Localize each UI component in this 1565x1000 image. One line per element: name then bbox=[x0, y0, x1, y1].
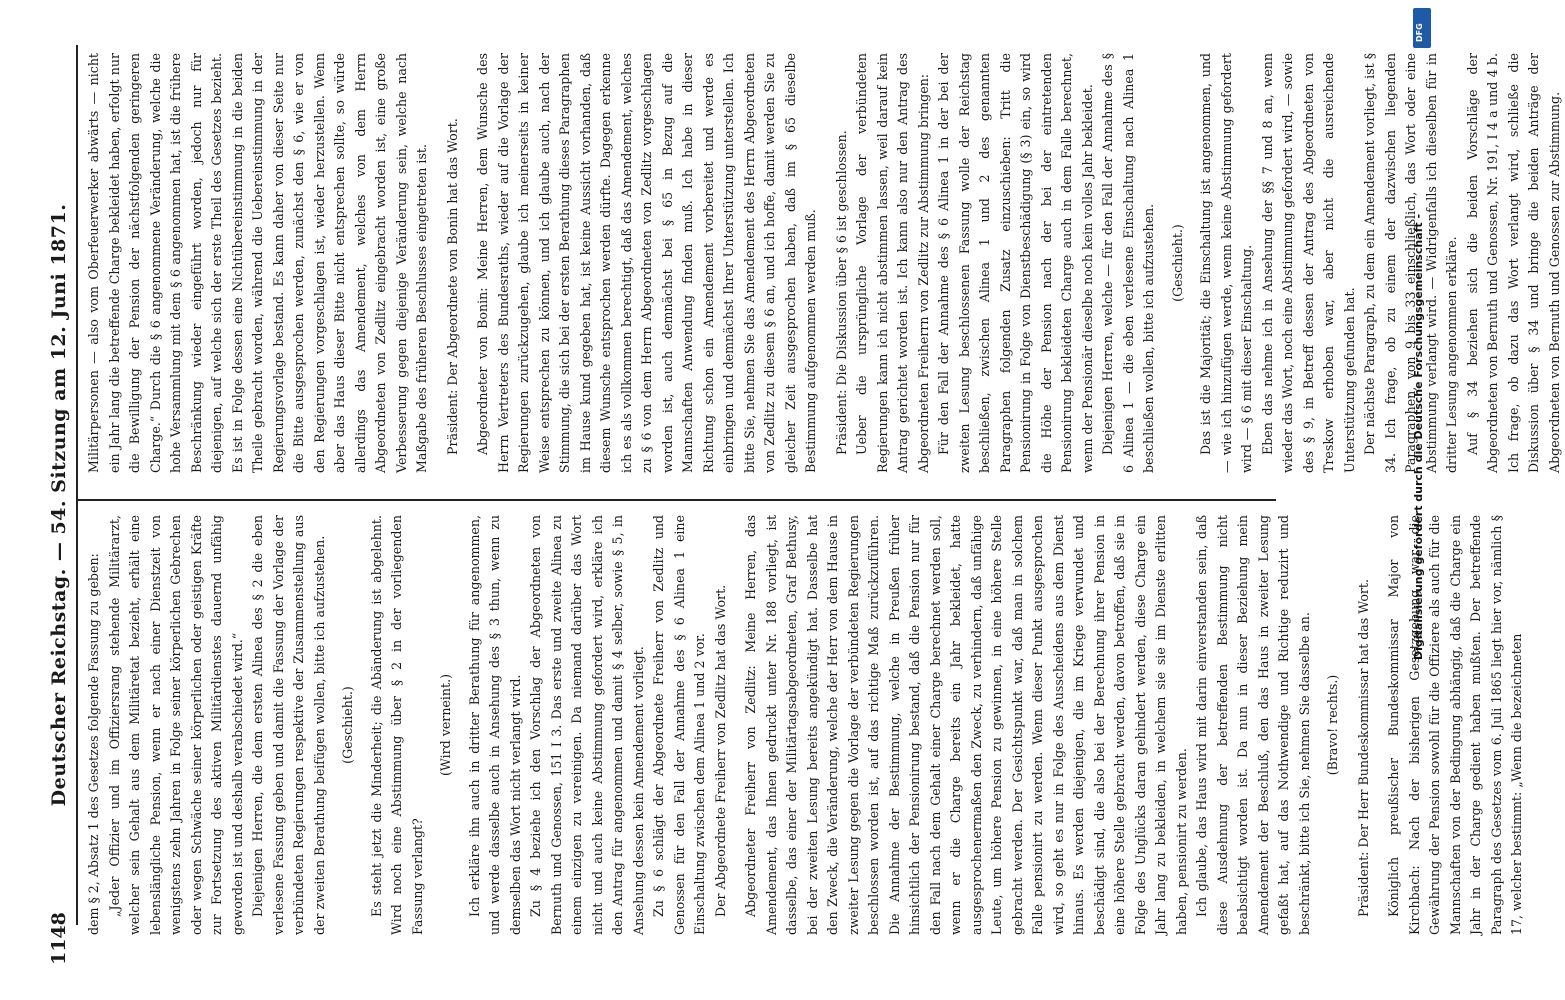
page-header bbox=[48, 45, 74, 965]
speaker-line: Präsident: Die Diskussion über § 6 ist geschlossen. bbox=[833, 130, 849, 455]
paragraph: Zu § 4 beziehe ich den Vorschlag der Abgeordneten von Bernuth und Genossen, 151 I 3. Das erste und zweite Alinea zu einem einzigen zu vereinigen. Da niemand darüber das Wort nicht und auch keine Abstimmung gefordert wird, erkläre ich den Antrag für angenommen und damit § 4 selber, sowie § 5, in Ansehung dessen kein Amendement vorliegt. bbox=[528, 515, 646, 935]
speaker-line: Präsident: Der Abgeordnete von Bonin hat das Wort. bbox=[444, 118, 460, 455]
paragraph: „Jeder Offizier und im Offiziersrang stehende Militärarzt, welcher sein Gehalt aus dem Militäretat bezieht, erhält eine lebenslängliche Pension, wenn er nach einer Dienstzeit von wenigstens zehn Jahren in Folge seiner körperlichen Gebrechen oder wegen Schwäche seiner körperlichen oder geistigen Kräfte zur Fortsetzung des aktiven Militärdienstes dauernd unfähig geworden ist und deshalb verabschiedet wird.“ bbox=[106, 515, 245, 935]
stage-direction: (Bravo! rechts.) bbox=[1325, 674, 1340, 776]
left-column bbox=[84, 515, 1524, 935]
paragraph: Es steht jetzt die Minderheit; die Abänderung ist abgelehnt. Wird noch eine Abstimmung über § 2 in der vorliegenden Fassung verlangt? bbox=[368, 515, 425, 935]
speech: Abgeordneter von Bonin: Meine Herren, dem Wunsche des Herrn Vertreters des Bundesraths, wieder auf die Vorlage der Regierungen zurückzugehen, glaube ich meinerseits in keiner Weise entsprechen zu können, und ich glaube auch, nach der Stimmung, die sich bei der ersten Berathung dieses Paragraphen im Hause kund gegeben hat, ist keine Aussicht vorhanden, daß diesem Wunsche entsprochen werden dürfte. Dagegen erkenne ich es als vollkommen berechtigt, daß das Amendement, welches zu § 6 von dem Herrn Abgeordneten von Zedlitz vorgeschlagen worden ist, auch demnächst bei § 65 in Bezug auf die Mannschaften Anwendung finden muß. Ich habe in dieser Richtung schon ein Amendement vorbereitet und werde es einbringen und demnächst Ihrer Unterstützung unterstellen. Ich bitte Sie, nehmen Sie das Amendement des Herrn Abgeordneten von Zedlitz zu diesem § 6 an, und ich hoffe, damit werden Sie zu gleicher Zeit ausgesprochen haben, daß im § 65 dieselbe Bestimmung aufgenommen werden muß. bbox=[475, 53, 818, 473]
stage-direction: (Geschieht.) bbox=[1169, 224, 1185, 302]
paragraph: Ueber die ursprüngliche Vorlage der verbündeten Regierungen kann ich nicht abstimmen lassen, weil darauf kein Antrag gerichtet worden ist. Ich kann also nur den Antrag des Abgeordneten Freiherrn von Zedlitz zur Abstimmung bringen: bbox=[854, 53, 931, 473]
paragraph: Auf § 34 beziehen sich die beiden Vorschläge der Abgeordneten von Bernuth und Genossen, Nr. 191, I 4 a und 4 b. Ich frage, ob dazu das Wort verlangt wird, schließe die Diskussion über § 34 und bringe die beiden Anträge der Abgeordneten von Bernuth und Genossen zur Abstimmung. bbox=[1464, 53, 1562, 473]
paragraph: Der Abgeordnete Freiherr von Zedlitz hat das Wort. bbox=[712, 584, 728, 917]
stage-direction: (Wird verneint.) bbox=[438, 673, 453, 777]
paragraph: dem § 2, Absatz 1 des Gesetzes folgende Fassung zu geben: bbox=[86, 553, 101, 935]
funding-note: Digitalisierung gefördert durch die Deutsche Forschungsgemeinschaft - bbox=[1412, 213, 1425, 660]
dfg-logo bbox=[1413, 8, 1431, 48]
paragraph: Der nächste Paragraph, zu dem ein Amendement vorliegt, ist § 34. Ich frage, ob zu einem der dazwischen liegenden Paragraphen, von 9 bis 33 einschließlich, das Wort oder eine Abstimmung verlangt wird. — Widrigenfalls ich dieselben für in dritter Lesung angenommen erkläre. bbox=[1362, 53, 1459, 473]
motion-text: Für den Fall der Annahme des § 6 Alinea 1 in der bei der zweiten Lesung beschlossenen Fassung wolle der Reichstag beschließen, zwischen Alinea 1 und 2 des genannten Paragraphen folgenden Zusatz einzuschieben: Tritt die Pensionirung in Folge von Dienstbeschädigung (§ 3) ein, so wird die Höhe der Pension nach der bei der eintretenden Pensionirung bekleideten Charge auch in dem Falle berechnet, wenn der Pensionär dieselbe noch kein volles Jahr bekleidet. bbox=[936, 53, 1095, 473]
speech: Königlich preußischer Bundeskommissar Major von Kirchbach: Nach der bisherigen Gesetzgebung war die Gewährung der Pension sowohl für die Offiziere als auch für die Mannschaften von der Bedingung abhängig, daß die Charge ein Jahr in der Charge gedient haben mußten. Der betreffende Paragraph des Gesetzes vom 6. Juli 1865 liegt hier vor, nämlich § 17, welcher bestimmt: „Wenn die bezeichneten bbox=[1386, 515, 1524, 935]
speech: Militärpersonen — also vom Oberfeuerwerker abwärts — nicht ein Jahr lang die betreffende Charge bekleidet haben, erfolgt nur die Bewilligung der Pension der nächstfolgenden geringeren Charge.“ Durch die § 6 angenommene Veränderung, welche die hohe Versammlung mit dem § 6 angenommen hat, ist die frühere Beschränkung wieder eingeführt worden, jedoch nur für diejenigen, auf welche sich der erste Theil des Gesetzes bezieht. Es ist in Folge dessen eine Nichtübereinstimmung in die beiden Theile gebracht worden, während die Uebereinstimmung in der Regierungsvorlage bestand. Es kann daher von dieser Seite nur die Bitte ausgesprochen werden, zunächst den § 6, wie er von den Regierungen vorgeschlagen ist, wieder herzustellen. Wenn aber das Haus dieser Bitte nicht entsprechen sollte, so würde allerdings das Amendement, welches von dem Herrn Abgeordneten von Zedlitz eingebracht worden ist, eine große Verbesserung gegen diejenige Veränderung sein, welche nach Maßgabe des früheren Beschlusses eingetreten ist. bbox=[86, 53, 429, 473]
stage-direction: (Geschieht.) bbox=[340, 686, 355, 764]
speech: Abgeordneter Freiherr von Zedlitz: Meine Herren, das Amendement, das Ihnen gedruckt unter Nr. 188 vorliegt, ist dasselbe, das einer der Militärtagsabgeordneten, Graf Bethusy, bei der zweiten Lesung bereits angekündigt hat. Dasselbe hat den Zweck, die Veränderung, welche der Herr von dem Hause in zweiter Lesung gegen die Vorlage der verbündeten Regierungen beschlossen worden ist, auf das richtige Maß zurückzuführen. Die Annahme der Bestimmung, welche in Preußen früher hinsichtlich der Pensionirung bestand, daß die Pension nur für den Fall nach dem Gehalt einer Charge berechnet werden soll, wenn er die Charge bereits ein Jahr bekleidet, hatte ausgesprochenermaßen den Zweck, zu verhindern, daß unfähige Leute, um höhere Pension zu gewinnen, in eine höhere Stelle gebracht werden. Der Gesichtspunkt war, daß man in solchem Falle pensionirt zu werden. Wenn dieser Punkt ausgesprochen wird, so geht es nur in Folge des Ausscheidens aus dem Dienst hinaus. Es werden diejenigen, die im Kriege verwundet und beschädigt sind, die also bei der Berechnung ihrer Pension in eine höhere Stelle gebracht werden, davon betroffen, daß sie in Folge des Unglücks daran gehindert werden, diese Charge ein Jahr lang zu bekleiden, in welchem sie sie im Dienste erlitten haben, pensionirt zu werden. bbox=[743, 515, 1189, 935]
speaker-line: Präsident: Der Herr Bundeskommissar hat das Wort. bbox=[1355, 579, 1371, 917]
paragraph: Diejenigen Herren, die dem ersten Alinea des § 2 die eben verlesene Fassung geben und damit die Fassung der Vorlage der verbündeten Regierungen respektive der Zusammenstellung aus der zweiten Berathung beifügen wollen, bitte ich aufzustehen. bbox=[250, 515, 327, 935]
paragraph: Das ist die Majorität; die Einschaltung ist angenommen, und — wie ich hinzufügen werde, wenn keine Abstimmung gefordert wird — § 6 mit dieser Einschaltung. bbox=[1198, 53, 1254, 473]
header-rule bbox=[76, 45, 78, 925]
paragraph: Eben das nehme ich in Ansehung der §§ 7 und 8 an, wenn wieder das Wort, noch eine Abstimmung gefordert wird, — sowie des § 9, in Betreff dessen der Antrag des Abgeordneten von Treskow erhoben war, aber nicht die ausreichende Unterstützung gefunden hat. bbox=[1259, 53, 1357, 473]
dfg-logo-text: DFG bbox=[1415, 23, 1424, 42]
paragraph: Zu § 6 schlägt der Abgeordnete Freiherr von Zedlitz und Genossen für den Fall der Annahme des § 6 Alinea 1 eine Einschaltung zwischen dem Alinea 1 und 2 vor. bbox=[651, 515, 707, 935]
paragraph: Diejenigen Herren, welche — für den Fall der Annahme des § 6 Alinea 1 — die eben verlesene Einschaltung nach Alinea 1 beschließen wollen, bitte ich aufzustehen. bbox=[1100, 53, 1156, 473]
column-divider bbox=[76, 499, 1276, 501]
page-title: Deutscher Reichstag. — 54. Sitzung am 12. Juni 1871. bbox=[48, 203, 70, 807]
page-number: 1148 bbox=[48, 912, 70, 965]
paragraph: Ich glaube, das Haus wird mit darin einverstanden sein, daß diese Ausdehnung der betreffenden Bestimmung nicht beabsichtigt worden ist. Da nun in dieser Beziehung mein Amendement der Beschluß, den das Haus in zweiter Lesung gefaßt hat, auf das Nothwendige und Richtige reduzirt und beschränkt, bitte ich Sie, nehmen Sie dasselbe an. bbox=[1194, 515, 1312, 935]
paragraph: Ich erkläre ihn auch in dritter Berathung für angenommen, und werde dasselbe auch in Ansehung des § 3 thun, wenn zu demselben das Wort nicht verlangt wird. bbox=[466, 515, 523, 935]
